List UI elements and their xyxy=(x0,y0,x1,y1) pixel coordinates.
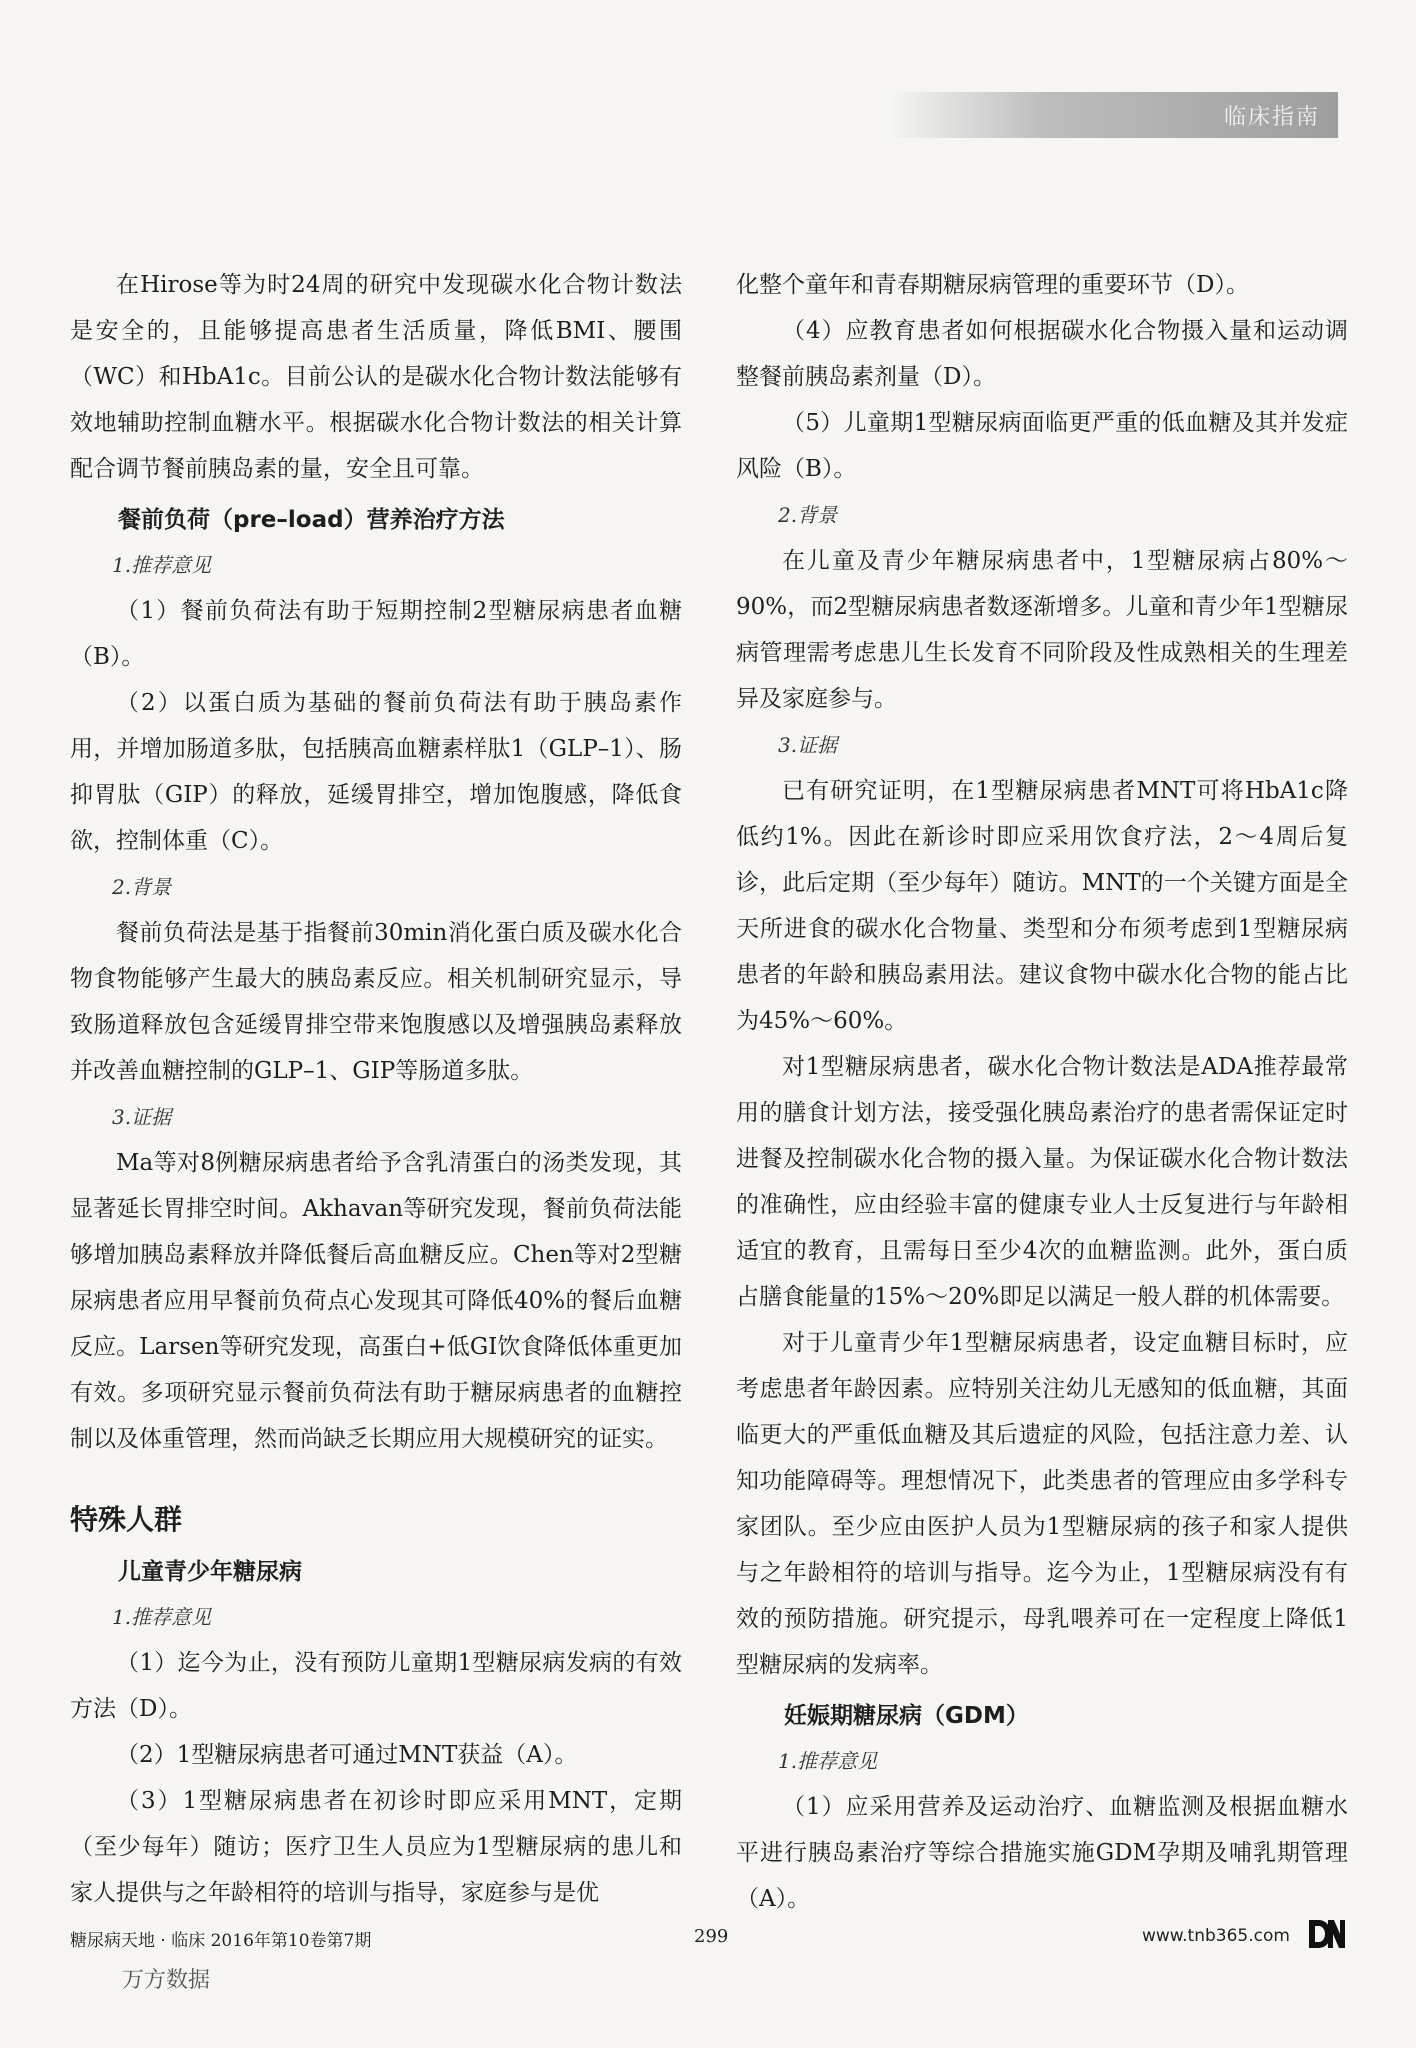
numbered-heading: 2.背景 xyxy=(112,875,172,899)
watermark: 万方数据 xyxy=(122,1968,211,1993)
paragraph-continuation: 化整个童年和青春期糖尿病管理的重要环节（D）。 xyxy=(736,272,1249,298)
subsection-heading: 儿童青少年糖尿病 xyxy=(118,1559,302,1585)
numbered-heading: 3.证据 xyxy=(778,733,838,757)
recommendation: （1）应采用营养及运动治疗、血糖监测及根据血糖水平进行胰岛素治疗等综合措施实施GDM孕期及哺乳期管理（A）。 xyxy=(736,1794,1348,1912)
section-heading: 特殊人群 xyxy=(70,1503,183,1536)
numbered-heading: 1.推荐意见 xyxy=(112,1605,212,1629)
subsection-heading: 餐前负荷（pre–load）营养治疗方法 xyxy=(118,507,505,533)
paragraph: 在Hirose等为时24周的研究中发现碳水化合物计数法是安全的，且能够提高患者生活质量，降低BMI、腰围（WC）和HbA1c。目前公认的是碳水化合物计数法能够有效地辅助控制血糖水平。根据碳水化合物计数法的相关计算配合调节餐前胰岛素的量，安全且可靠。 xyxy=(70,272,682,482)
website-url: www.tnb365.com xyxy=(1142,1926,1290,1946)
page-number: 299 xyxy=(694,1926,729,1947)
recommendation: （1）餐前负荷法有助于短期控制2型糖尿病患者血糖（B）。 xyxy=(70,598,682,670)
paragraph: 餐前负荷法是基于指餐前30min消化蛋白质及碳水化合物食物能够产生最大的胰岛素反应。相关机制研究显示，导致肠道释放包含延缓胃排空带来饱腹感以及增强胰岛素释放并改善血糖控制的GLP–1、GIP等肠道多肽。 xyxy=(70,920,682,1084)
right-column xyxy=(736,262,1348,1922)
recommendation: （5）儿童期1型糖尿病面临更严重的低血糖及其并发症风险（B）。 xyxy=(736,410,1348,482)
subsection-heading: 妊娠期糖尿病（GDM） xyxy=(784,1703,1029,1729)
numbered-heading: 1.推荐意见 xyxy=(778,1749,878,1773)
recommendation: （2）1型糖尿病患者可通过MNT获益（A）。 xyxy=(116,1742,578,1768)
paragraph: 对1型糖尿病患者，碳水化合物计数法是ADA推荐最常用的膳食计划方法，接受强化胰岛素治疗的患者需保证定时进餐及控制碳水化合物的摄入量。为保证碳水化合物计数法的准确性，应由经验丰富的健康专业人士反复进行与年龄相适宜的教育，且需每日至少4次的血糖监测。此外，蛋白质占膳食能量的15%～20%即足以满足一般人群的机体需要。 xyxy=(736,1054,1348,1310)
journal-citation: 糖尿病天地 · 临床 2016年第10卷第7期 xyxy=(70,1931,372,1951)
recommendation: （3）1型糖尿病患者在初诊时即应采用MNT，定期（至少每年）随访；医疗卫生人员应为1型糖尿病的患儿和家人提供与之年龄相符的培训与指导，家庭参与是优 xyxy=(70,1788,682,1906)
recommendation: （4）应教育患者如何根据碳水化合物摄入量和运动调整餐前胰岛素剂量（D）。 xyxy=(736,318,1348,390)
section-header-band xyxy=(888,92,1338,138)
numbered-heading: 1.推荐意见 xyxy=(112,553,212,577)
numbered-heading: 2.背景 xyxy=(778,503,838,527)
paragraph: 已有研究证明，在1型糖尿病患者MNT可将HbA1c降低约1%。因此在新诊时即应采用饮食疗法，2～4周后复诊，此后定期（至少每年）随访。MNT的一个关键方面是全天所进食的碳水化合物量、类型和分布须考虑到1型糖尿病患者的年龄和胰岛素用法。建议食物中碳水化合物的能占比为45%～60%。 xyxy=(736,778,1348,1034)
paragraph: 对于儿童青少年1型糖尿病患者，设定血糖目标时，应考虑患者年龄因素。应特别关注幼儿无感知的低血糖，其面临更大的严重低血糖及其后遗症的风险，包括注意力差、认知功能障碍等。理想情况下，此类患者的管理应由多学科专家团队。至少应由医护人员为1型糖尿病的孩子和家人提供与之年龄相符的培训与指导。迄今为止，1型糖尿病没有有效的预防措施。研究提示，母乳喂养可在一定程度上降低1型糖尿病的发病率。 xyxy=(736,1330,1348,1678)
section-label: 临床指南 xyxy=(1223,105,1320,130)
paragraph: Ma等对8例糖尿病患者给予含乳清蛋白的汤类发现，其显著延长胃排空时间。Akhavan等研究发现，餐前负荷法能够增加胰岛素释放并降低餐后高血糖反应。Chen等对2型糖尿病患者应用早餐前负荷点心发现其可降低40%的餐后血糖反应。Larsen等研究发现，高蛋白+低GI饮食降低体重更加有效。多项研究显示餐前负荷法有助于糖尿病患者的血糖控制以及体重管理，然而尚缺乏长期应用大规模研究的证实。 xyxy=(70,1150,682,1452)
numbered-heading: 3.证据 xyxy=(112,1105,172,1129)
paragraph: 在儿童及青少年糖尿病患者中，1型糖尿病占80%～90%，而2型糖尿病患者数逐渐增多。儿童和青少年1型糖尿病管理需考虑患儿生长发育不同阶段及性成熟相关的生理差异及家庭参与。 xyxy=(736,548,1348,712)
recommendation: （1）迄今为止，没有预防儿童期1型糖尿病发病的有效方法（D）。 xyxy=(70,1650,682,1722)
recommendation: （2）以蛋白质为基础的餐前负荷法有助于胰岛素作用，并增加肠道多肽，包括胰高血糖素样肽1（GLP–1）、肠抑胃肽（GIP）的释放，延缓胃排空，增加饱腹感，降低食欲，控制体重（C）。 xyxy=(70,690,682,854)
journal-logo-icon xyxy=(1306,1916,1346,1952)
left-column xyxy=(70,262,682,1916)
